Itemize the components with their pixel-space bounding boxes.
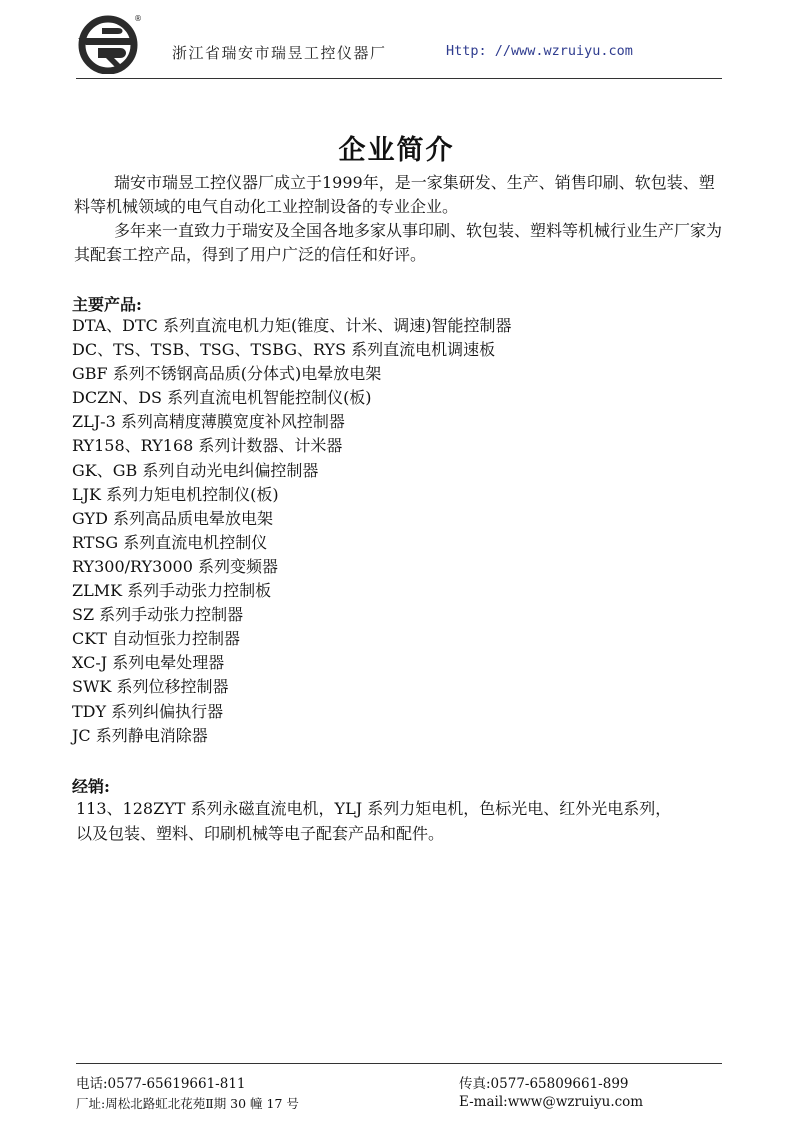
intro-text-2: 多年来一直致力于瑞安及全国各地多家从事印刷、软包装、塑料等机械行业生产厂家为其配套工控产品，得到了用户广泛的信任和好评。 — [74, 221, 723, 264]
distribution-line-2: 以及包装、塑料、印刷机械等电子配套产品和配件。 — [76, 824, 445, 843]
distribution-text — [76, 796, 736, 846]
footer-fax: 传真:0577-65809661-899 — [459, 1076, 629, 1092]
list-item: XC-J 系列电晕处理器 — [72, 653, 225, 673]
list-item: JC 系列静电消除器 — [72, 725, 208, 745]
list-item: LJK 系列力矩电机控制仪(板) — [72, 484, 279, 504]
list-item: DCZN、DS 系列直流电机智能控制仪(板) — [72, 388, 372, 408]
footer-phone: 电话:0577-65619661-811 — [76, 1076, 246, 1092]
list-item: RY158、RY168 系列计数器、计米器 — [72, 436, 343, 456]
page-title: 企业简介 — [338, 135, 455, 166]
company-logo-icon — [76, 12, 146, 74]
list-item: GK、GB 系列自动光电纠偏控制器 — [72, 460, 319, 480]
list-item: ZLMK 系列手动张力控制板 — [72, 581, 272, 601]
header-divider — [76, 78, 722, 79]
list-item: ZLJ-3 系列高精度薄膜宽度补风控制器 — [72, 412, 345, 432]
products-heading: 主要产品: — [72, 295, 142, 314]
list-item: DTA、DTC 系列直流电机力矩(锥度、计米、调速)智能控制器 — [72, 316, 512, 335]
registered-mark: ® — [134, 14, 142, 23]
list-item: SWK 系列位移控制器 — [72, 677, 229, 697]
distribution-line-1: 113、128ZYT 系列永磁直流电机，YLJ 系列力矩电机，色标光电、红外光电系列， — [76, 799, 672, 818]
intro-paragraph-1 — [74, 171, 724, 219]
page-header — [76, 10, 722, 80]
list-item: DC、TS、TSB、TSG、TSBG、RYS 系列直流电机调速板 — [72, 340, 496, 360]
intro-text-1: 瑞安市瑞昱工控仪器厂成立于1999年，是一家集研发、生产、销售印刷、软包装、塑料等机械领域的电气自动化工业控制设备的专业企业。 — [74, 173, 715, 216]
list-item: RY300/RY3000 系列变频器 — [72, 556, 278, 576]
intro-paragraph-2 — [74, 219, 724, 267]
product-list — [72, 314, 512, 748]
distribution-heading: 经销: — [72, 777, 110, 796]
footer-address: 厂址:周松北路虹北花苑Ⅱ期 30 幢 17 号 — [76, 1096, 299, 1111]
list-item: SZ 系列手动张力控制器 — [72, 605, 244, 625]
website-link[interactable]: Http: //www.wzruiyu.com — [446, 43, 633, 59]
list-item: GYD 系列高品质电晕放电架 — [72, 508, 273, 528]
footer-divider — [76, 1063, 722, 1064]
footer-email[interactable]: E-mail:www@wzruiyu.com — [459, 1094, 644, 1110]
list-item: CKT 自动恒张力控制器 — [72, 629, 240, 649]
list-item: RTSG 系列直流电机控制仪 — [72, 532, 268, 552]
list-item: TDY 系列纠偏执行器 — [72, 701, 224, 721]
company-name: 浙江省瑞安市瑞昱工控仪器厂 — [172, 44, 387, 62]
list-item: GBF 系列不锈钢高品质(分体式)电晕放电架 — [72, 364, 382, 384]
